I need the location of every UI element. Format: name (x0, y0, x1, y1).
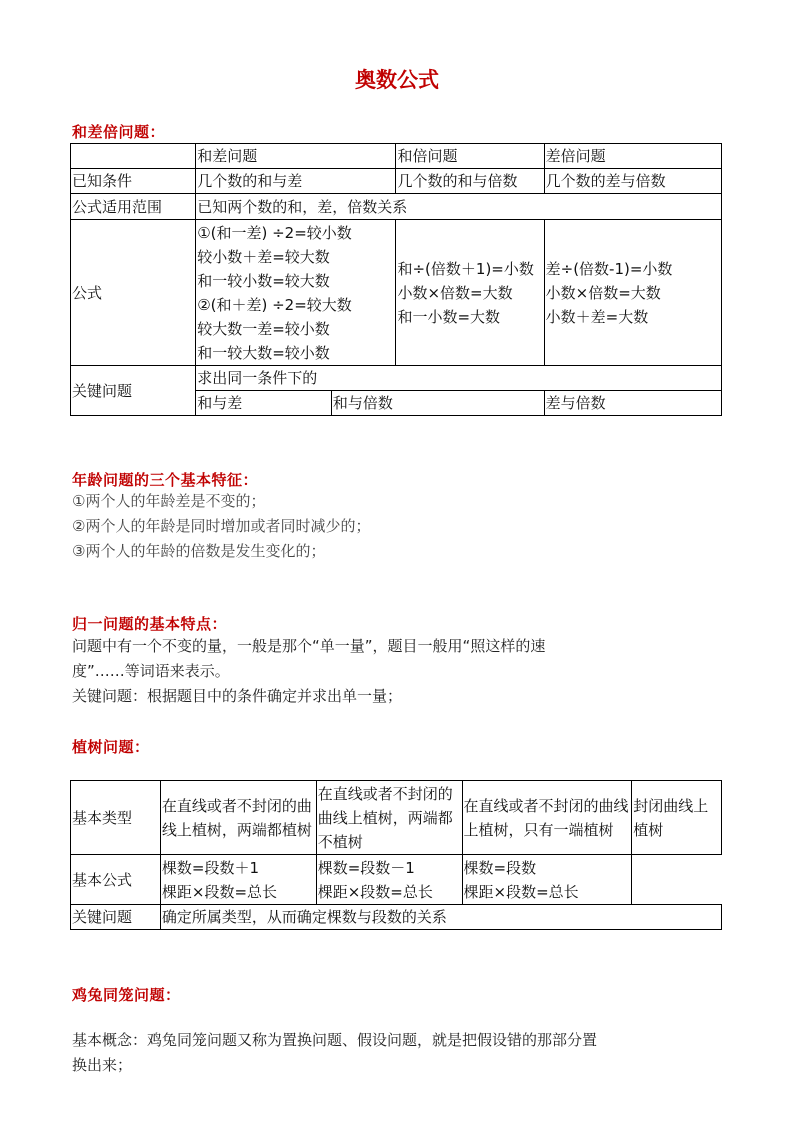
age-features (72, 489, 732, 564)
section-heading-sum-diff-multiple: 和差倍问题： (72, 123, 166, 141)
cell-empty (632, 855, 722, 905)
section-heading-age: 年龄问题的三个基本特征： (72, 471, 259, 489)
formula-line: ②(和＋差) ÷2=较大数 (197, 295, 352, 314)
formula-line: 和一较小数=较大数 (197, 271, 330, 290)
chicken-rabbit-text (72, 1028, 732, 1078)
formula-line: 棵数=段数－1 (317, 858, 415, 877)
age-feature-1: ①两个人的年龄差是不变的； (72, 492, 266, 510)
cell-type-1: 在直线或者不封闭的曲线上植树，两端都植树 (160, 781, 316, 855)
formula-line: 和一小数=大数 (397, 307, 501, 326)
formula-line: 小数×倍数=大数 (545, 283, 661, 302)
cell-formula-sum-diff (196, 220, 396, 366)
cell-type-4: 封闭曲线上植树 (632, 781, 722, 855)
cell-type-2: 在直线或者不封闭的曲线上植树，两端都不植树 (316, 781, 462, 855)
section-heading-chicken-rabbit: 鸡兔同笼问题： (72, 986, 181, 1004)
cell-tree-formula-1 (160, 855, 316, 905)
formula-line: 棵距×段数=总长 (317, 882, 433, 901)
unitary-line-3: 关键问题：根据题目中的条件确定并求出单一量； (72, 687, 403, 705)
row-label-key: 关键问题 (71, 366, 196, 416)
formula-line: 小数×倍数=大数 (397, 283, 513, 302)
row-label-known: 已知条件 (71, 169, 196, 194)
cell-known-2: 几个数的和与倍数 (396, 169, 544, 194)
formula-line: 和一较大数=较小数 (197, 343, 330, 362)
row-label-formula: 公式 (71, 220, 196, 366)
section-heading-unitary: 归一问题的基本特点： (72, 615, 228, 633)
row-label-formula: 基本公式 (71, 855, 161, 905)
cell-known-1: 几个数的和与差 (196, 169, 396, 194)
formula-line: 差÷(倍数-1)=小数 (545, 259, 673, 278)
cell-scope: 已知两个数的和，差，倍数关系 (196, 194, 722, 220)
cell-tree-formula-3 (462, 855, 632, 905)
age-feature-3: ③两个人的年龄的倍数是发生变化的； (72, 542, 326, 560)
cell-key-2: 和与倍数 (331, 391, 544, 416)
formula-line: 棵数=段数＋1 (161, 858, 259, 877)
formula-line: 棵数=段数 (463, 858, 537, 877)
unitary-text (72, 634, 732, 709)
unitary-line-2: 度”……等词语来表示。 (72, 662, 230, 680)
table-corner (71, 144, 196, 169)
cell-key-1: 和与差 (196, 391, 332, 416)
row-label-key: 关键问题 (71, 905, 161, 930)
formula-line: 棵距×段数=总长 (161, 882, 278, 901)
cell-formula-diff-multiple (544, 220, 721, 366)
cell-key-3: 差与倍数 (544, 391, 721, 416)
chicken-rabbit-line-2: 换出来； (72, 1056, 133, 1074)
age-feature-2: ②两个人的年龄是同时增加或者同时减少的； (72, 517, 371, 535)
row-label-scope: 公式适用范围 (71, 194, 196, 220)
cell-known-3: 几个数的差与倍数 (544, 169, 721, 194)
formula-line: ①(和一差) ÷2=较小数 (197, 223, 352, 242)
formula-line: 较小数＋差=较大数 (197, 247, 330, 266)
header-sum-diff: 和差问题 (196, 144, 396, 169)
cell-tree-key: 确定所属类型，从而确定棵数与段数的关系 (160, 905, 721, 930)
formula-line: 小数＋差=大数 (545, 307, 649, 326)
cell-key-top: 求出同一条件下的 (196, 366, 722, 391)
unitary-line-1: 问题中有一个不变的量，一般是那个“单一量”，题目一般用“照这样的速 (72, 637, 546, 655)
tree-planting-table (70, 780, 722, 930)
page-title: 奥数公式 (355, 67, 439, 92)
cell-type-3: 在直线或者不封闭的曲线上植树，只有一端植树 (462, 781, 632, 855)
cell-formula-sum-multiple (396, 220, 544, 366)
cell-tree-formula-2 (316, 855, 462, 905)
header-diff-multiple: 差倍问题 (544, 144, 721, 169)
formula-line: 和÷(倍数＋1)=小数 (397, 259, 534, 278)
header-sum-multiple: 和倍问题 (396, 144, 544, 169)
formula-line: 棵距×段数=总长 (463, 882, 579, 901)
row-label-type: 基本类型 (71, 781, 161, 855)
formula-line: 较大数一差=较小数 (197, 319, 330, 338)
chicken-rabbit-line-1: 基本概念：鸡兔同笼问题又称为置换问题、假设问题，就是把假设错的那部分置 (72, 1031, 598, 1049)
sum-diff-multiple-table (70, 143, 722, 416)
section-heading-tree: 植树问题： (72, 738, 150, 756)
